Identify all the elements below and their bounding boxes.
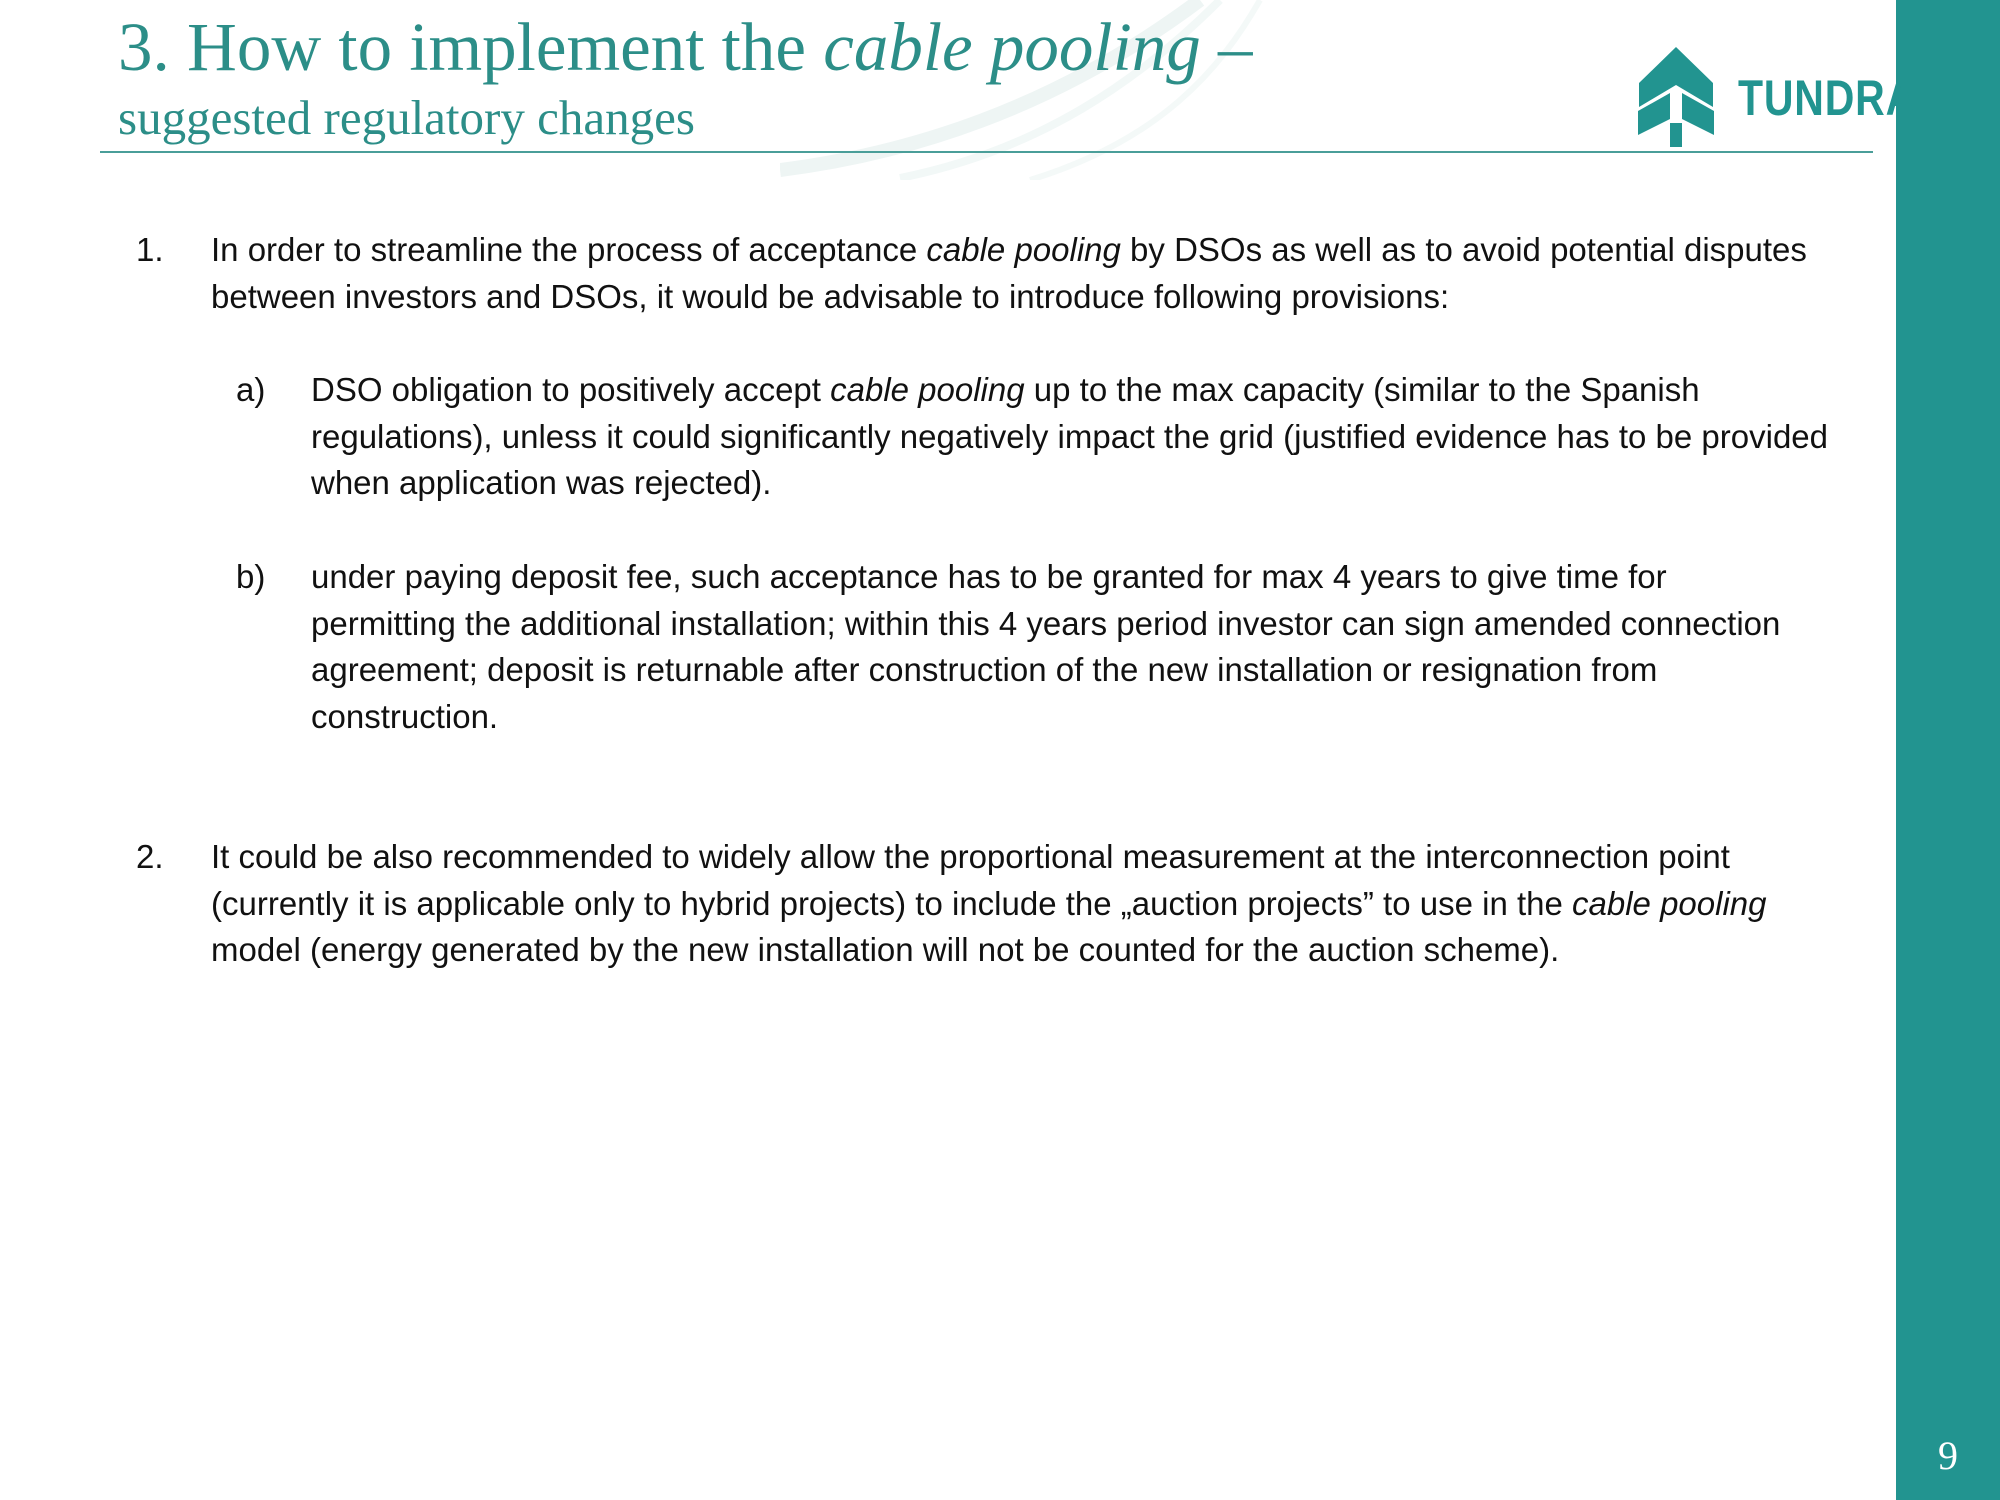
title-text: 3. How to implement the [118,9,824,85]
list-marker: b) [236,558,266,595]
right-side-band [1896,0,2000,1500]
cable-pooling-emphasis: cable pooling [830,371,1025,408]
cable-pooling-emphasis: cable pooling [1572,884,1767,922]
title-emphasis: cable pooling [823,9,1201,85]
list-item-text: under paying deposit fee, such acceptance has to be granted for max 4 years to give time for permitting the additional installation; within this 4 years period investor can sign amended connection agreement; deposit is returnable after construction of the new installation or resignation from construction. [311,558,1781,735]
list-item-text: DSO obligation to positively accept cable pooling up to the max capacity (similar to the Spanish regulations), unless it could significantly negatively impact the grid (justified evidence has to be provided when application was rejected). [311,371,1829,501]
logo-wordmark: TUNDRA [1738,70,1917,126]
list-marker: a) [236,371,266,408]
list-item-text: It could be also recommended to widely allow the proportional measurement at the interconnection point (currently it is applicable only to hybrid projects) to include the „auction projects” to use in the cable pooling model (energy generated by the new installation will not be counted for the auction scheme). [211,838,1767,968]
cable-pooling-emphasis: cable pooling [926,231,1121,268]
page-number: 9 [1938,1433,1958,1478]
slide-subtitle: suggested regulatory changes [118,90,695,145]
list-marker: 1. [136,231,164,268]
title-dash: – [1200,9,1253,85]
list-marker: 2. [136,838,164,875]
list-item-text: In order to streamline the process of acceptance cable pooling by DSOs as well as to avoid potential disputes between investors and DSOs, it would be advisable to introduce following provisions: [211,231,1807,315]
